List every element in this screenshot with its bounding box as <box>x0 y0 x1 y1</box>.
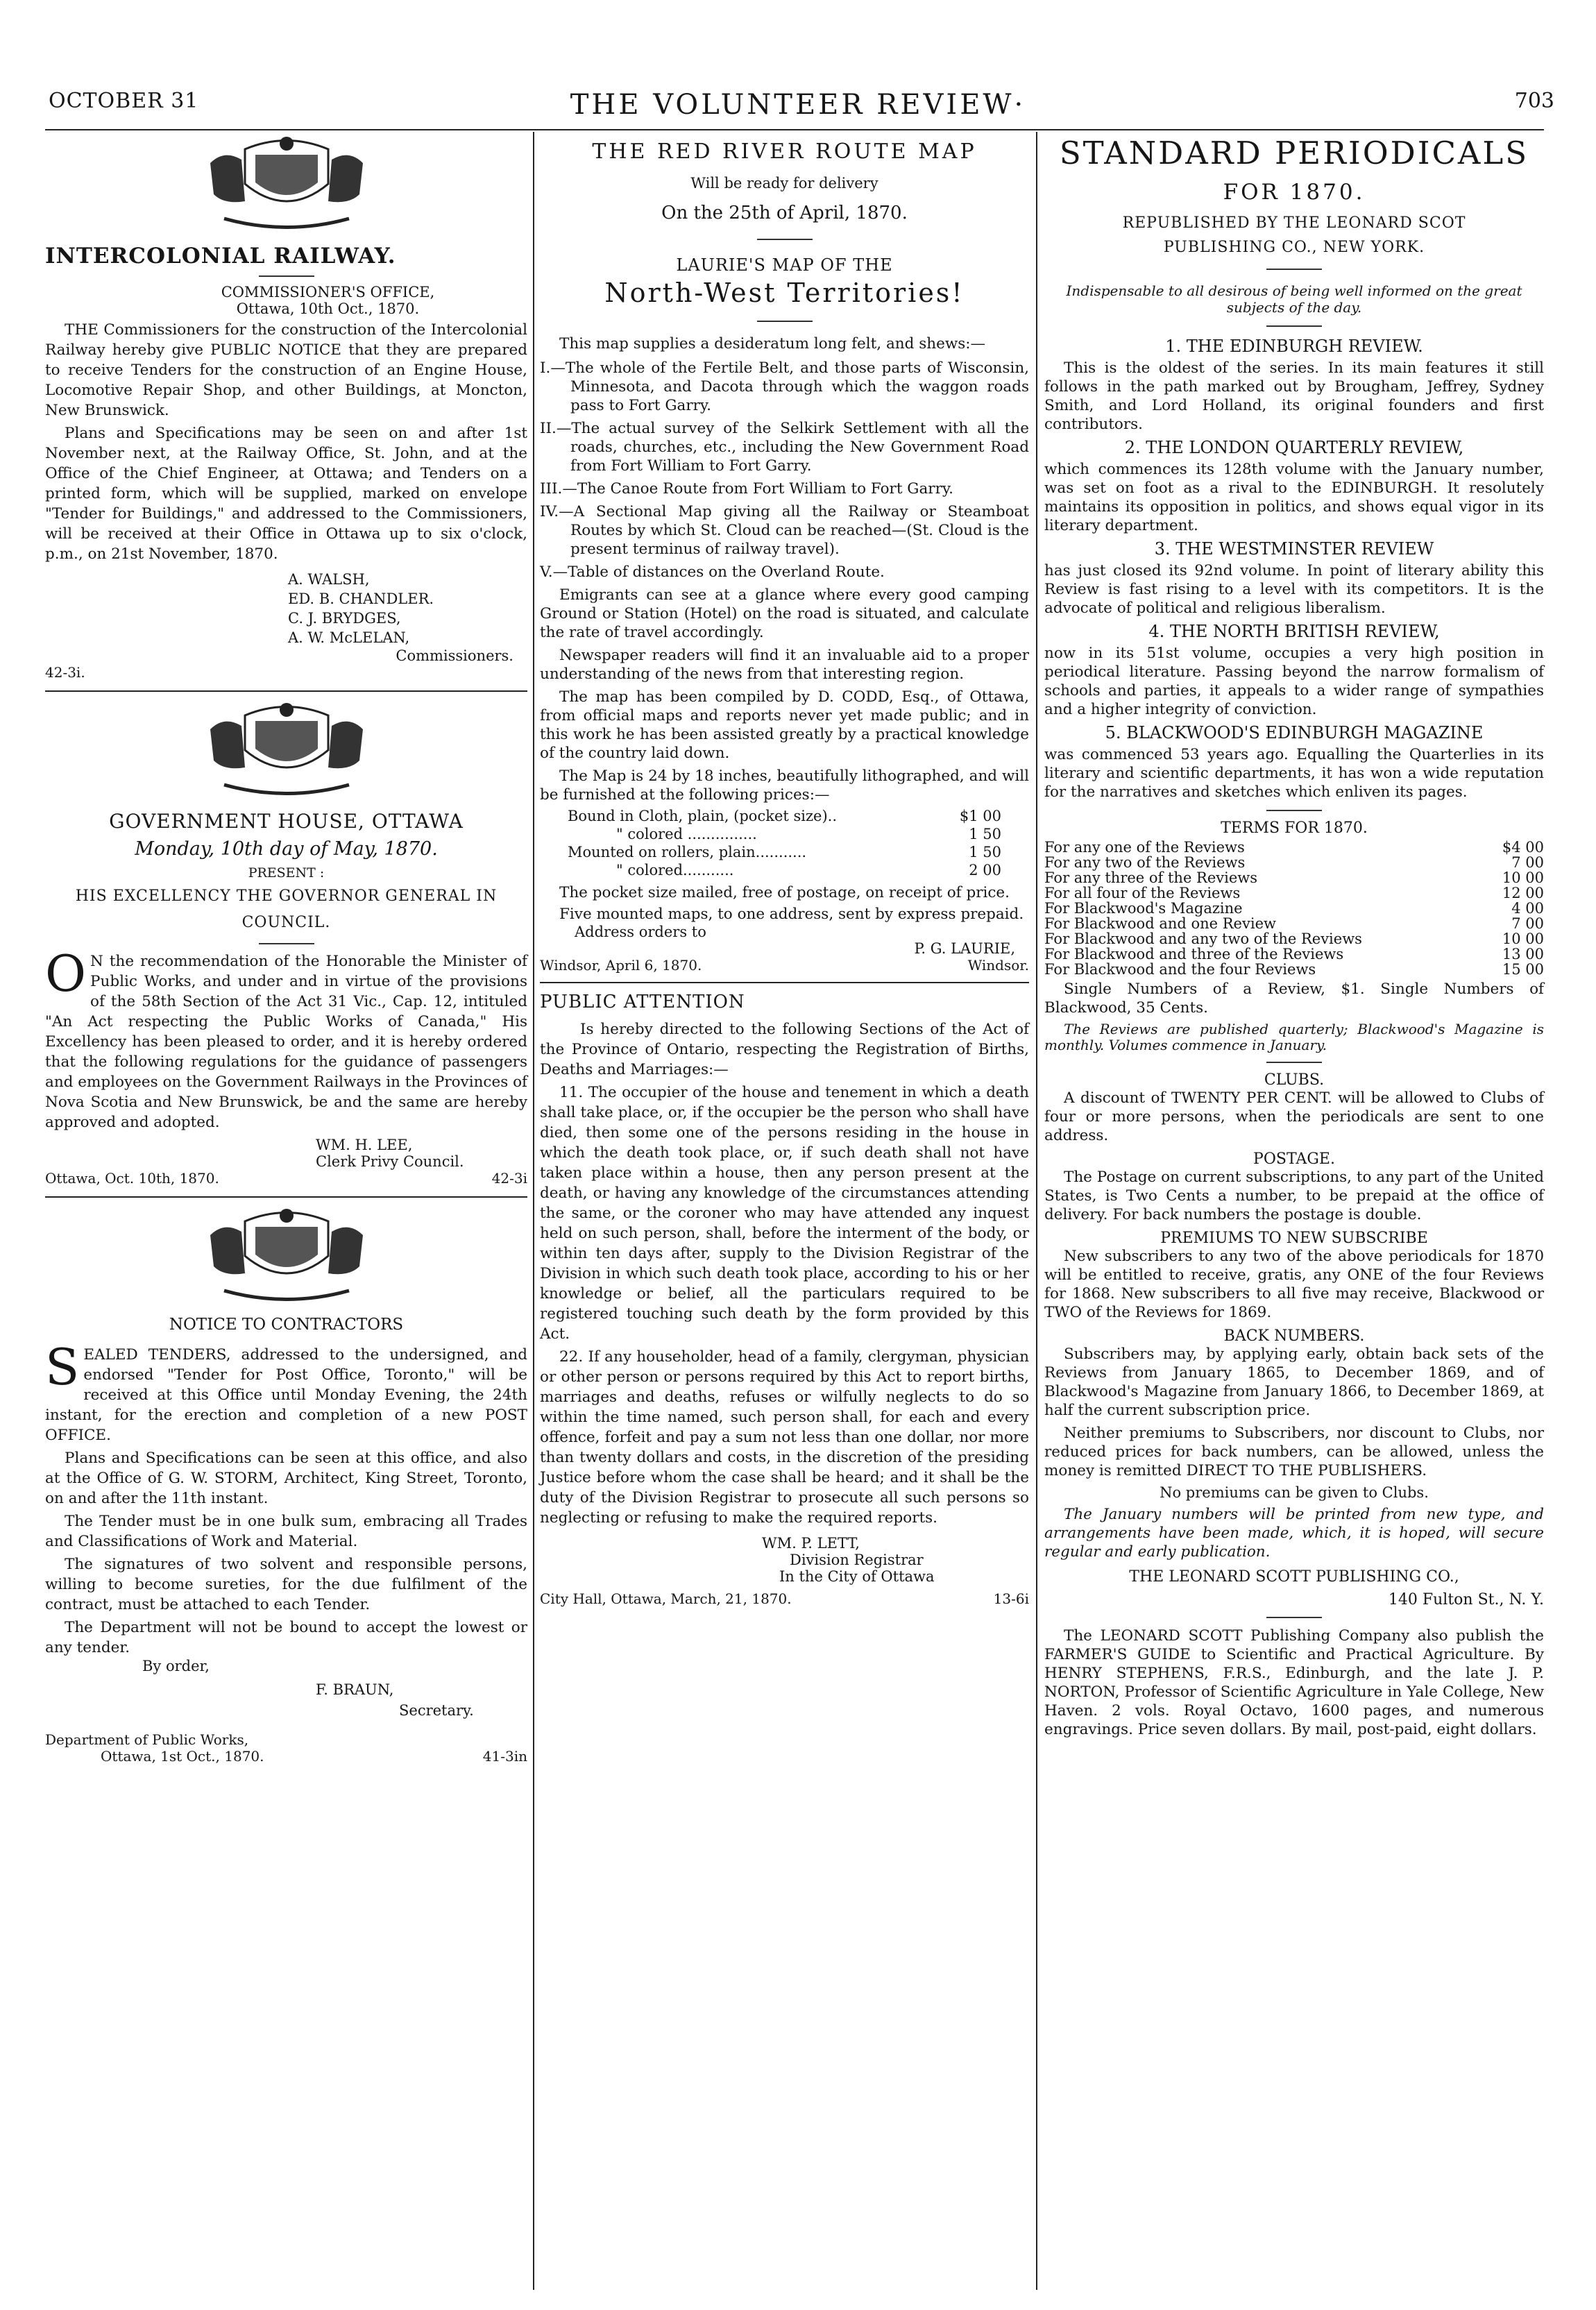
signer-role: Clerk Privy Council. <box>316 1153 464 1170</box>
company-name: THE LEONARD SCOTT PUBLISHING CO., <box>1129 1568 1459 1586</box>
notice-paragraph: SEALED TENDERS, addressed to the undersigned, and endorsed "Tender for Post Office, Toronto," will be received at this Office until Monday Evening, the 24th instant, for the erection and completion of a new POST OFFICE. <box>45 1338 527 1444</box>
signer-place: Windsor. <box>967 957 1029 974</box>
notice-paragraph: The Map is 24 by 18 inches, beautifully lithographed, and will be furnished at the following prices:— <box>540 767 1029 804</box>
column-right <box>1044 135 1544 1739</box>
notice-paragraph: This map supplies a desideratum long felt, and shews:— <box>559 335 985 353</box>
signer-name: WM. H. LEE, <box>316 1137 413 1153</box>
notice-date: Ottawa, Oct. 10th, 1870. <box>45 1170 219 1187</box>
separator <box>259 943 314 944</box>
term-label: For any three of the Reviews <box>1044 869 1258 886</box>
list-item: I.—The whole of the Fertile Belt, and those parts of Wisconsin, Minnesota, and Dacota through which the waggon roads pass to Fort Garry. <box>540 359 1029 414</box>
term-label: For Blackwood and any two of the Reviews <box>1044 931 1362 947</box>
price-label: Bound in Cloth, plain, (pocket size).. <box>568 808 838 824</box>
notice-paragraph: The map has been compiled by D. CODD, Esq., of Ottawa, from official maps and reports never yet made public; and in this work he has been assisted greatly by a practical knowledge of the country laid down. <box>540 688 1029 762</box>
list-item: III.—The Canoe Route from Fort William to Fort Garry. <box>540 480 953 498</box>
page-header <box>42 89 1554 124</box>
separator <box>1266 1617 1322 1618</box>
term-price: 4 00 <box>1511 900 1544 917</box>
section-heading: 1. THE EDINBURGH REVIEW. <box>1165 337 1423 356</box>
dateline: Ottawa, 10th Oct., 1870. <box>236 300 420 317</box>
review-description: now in its 51st volume, occupies a very high position in periodical literature. Passing beyond the narrow formalism of schools and parties, it appeals to a wider range of sympathies and a higher integrity of conviction. <box>1044 645 1544 718</box>
map-title-large: North-West Territories! <box>604 278 965 308</box>
term-label: For any one of the Reviews <box>1044 839 1245 856</box>
notice-title: INTERCOLONIAL RAILWAY. <box>45 244 396 269</box>
council-label: HIS EXCELLENCY THE GOVERNOR GENERAL IN COUNCIL. <box>75 888 498 931</box>
notice-paragraph: 22. If any householder, head of a family, clergyman, physician or other person or persons required by this Act to report births, marriages and deaths, refuses or wilfully neglects to do so within the time named, such person shall, for each and every offence, forfeit and pay a sum not less than one dollar, nor more than twenty dollars and costs, in the discretion of the presiding Justice before whom the case shall be heard; and it shall be the duty of the Division Registrar to prosecute all such persons so neglecting or refusing to make the required reports. <box>540 1348 1029 1527</box>
price-label: Mounted on rollers, plain........... <box>568 844 807 860</box>
term-price: 7 00 <box>1511 854 1544 871</box>
terms-title: TERMS FOR 1870. <box>1221 819 1368 837</box>
price-value: 1 50 <box>969 826 1001 842</box>
royal-coat-of-arms-icon <box>182 702 391 806</box>
column-left <box>45 135 527 1765</box>
reference-code: 41-3in <box>482 1748 527 1765</box>
separator <box>757 239 813 240</box>
drop-cap: S <box>45 1338 80 1396</box>
map-title: LAURIE'S MAP OF THE <box>676 255 893 275</box>
public-attention-notice <box>540 992 1029 1607</box>
signer-name: A. WALSH, <box>288 571 370 588</box>
back-numbers-title: BACK NUMBERS. <box>1223 1327 1365 1345</box>
term-label: For Blackwood and three of the Reviews <box>1044 946 1344 962</box>
price-list <box>568 807 1001 879</box>
notice-paragraph: The pocket size mailed, free of postage, on receipt of price. <box>559 884 1010 901</box>
clubs-text: A discount of TWENTY PER CENT. will be allowed to Clubs of four or more persons, when the periodicals are sent to one address. <box>1044 1089 1544 1144</box>
newspaper-title: THE VOLUNTEER REVIEW· <box>570 89 1026 121</box>
notice-paragraph: THE Commissioners for the construction of the Intercolonial Railway hereby give PUBLIC NOTICE that they are prepared to receive Tenders for the construction of an Engine House, Locomotive Repair Shop, and other Buildings, at Moncton, New Brunswick. <box>45 321 527 419</box>
back-numbers-text: Subscribers may, by applying early, obtain back sets of the Reviews from January 1865, to December 1869, and of Blackwood's Magazine from January 1866, to December 1869, at half the current subscription price. <box>1044 1345 1544 1419</box>
term-price: 10 00 <box>1502 931 1544 947</box>
no-premiums-text: No premiums can be given to Clubs. <box>1160 1484 1429 1501</box>
premiums-title: PREMIUMS TO NEW SUBSCRIBE <box>1160 1230 1428 1247</box>
review-description: has just closed its 92nd volume. In point of literary ability this Review is fast rising to a level with its competitors. It is the advocate of political and religious liberalism. <box>1044 562 1544 617</box>
price-value: 2 00 <box>969 862 1001 878</box>
notice-title: GOVERNMENT HOUSE, OTTAWA <box>109 810 464 833</box>
signer-name: A. W. McLELAN, <box>288 629 410 646</box>
signer-role: Commissioners. <box>396 647 513 664</box>
notice-title: PUBLIC ATTENTION <box>540 992 745 1012</box>
premiums-text: New subscribers to any two of the above periodicals for 1870 will be entitled to receive, gratis, any ONE of the four Reviews for 1868. New subscribers to all five may receive, Blackwood or TWO of the Reviews for 1869. <box>1044 1248 1544 1321</box>
intercolonial-railway-notice <box>45 135 527 681</box>
term-price: 12 00 <box>1502 885 1544 901</box>
term-price: 15 00 <box>1502 961 1544 978</box>
notice-paragraph: The Department will not be bound to accept the lowest or any tender. <box>45 1619 527 1656</box>
signer-name: P. G. LAURIE, <box>914 940 1015 957</box>
term-label: For Blackwood and the four Reviews <box>1044 961 1316 978</box>
by-order-label: By order, <box>142 1658 210 1674</box>
column-rule-1 <box>533 132 534 2290</box>
section-rule <box>540 982 1029 983</box>
signer-name: F. BRAUN, <box>316 1681 394 1698</box>
signer-name: ED. B. CHANDLER. <box>288 591 434 607</box>
single-numbers-note: Single Numbers of a Review, $1. Single Numbers of Blackwood, 35 Cents. <box>1044 980 1544 1017</box>
review-description: which commences its 128th volume with the January number, was set on foot as a rival to the EDINBURGH. It resolutely maintains its opposition in politics, and shows equal vigor in its literary department. <box>1044 461 1544 534</box>
price-label: " colored ............... <box>616 826 757 842</box>
page-number: 703 <box>1514 89 1554 113</box>
list-item: IV.—A Sectional Map giving all the Railway or Steamboat Routes by which St. Cloud can be reached—(St. Cloud is the present terminus of railway travel). <box>540 503 1029 558</box>
royal-coat-of-arms-icon <box>182 135 391 239</box>
section-heading: 3. THE WESTMINSTER REVIEW <box>1154 539 1434 559</box>
notice-date: Windsor, April 6, 1870. <box>540 957 702 974</box>
notice-date: Monday, 10th day of May, 1870. <box>135 838 438 860</box>
notice-paragraph: 11. The occupier of the house and tenement in which a death shall take place, or, if the occupier be the person who shall have died, then some one of the persons residing in the house in which the death took place, or, if such death shall not have taken place within a house, then any person present at the death, or having any knowledge of the circumstances attending the same, or the coroner who may have attended any inquest held on such person, shall, before the interment of the body, or within ten days after, supply to the Division Registrar of the Division in which such death took place, according to his or her knowledge or belief, all the particulars required to be registered touching such death by the form provided by this Act. <box>540 1084 1029 1343</box>
price-label: " colored........... <box>616 862 734 878</box>
postage-text: The Postage on current subscriptions, to any part of the United States, is Two Cents a number, to be prepaid at the office of delivery. For back numbers the postage is double. <box>1044 1169 1544 1223</box>
section-rule <box>45 1196 527 1198</box>
department-name: Department of Public Works, <box>45 1731 249 1748</box>
company-address: 140 Fulton St., N. Y. <box>1388 1591 1544 1608</box>
red-river-map-notice <box>540 139 1029 974</box>
notice-title: THE RED RIVER ROUTE MAP <box>592 139 977 164</box>
postage-title: POSTAGE. <box>1253 1150 1335 1168</box>
notice-body: O N the recommendation of the Honorable the Minister of Public Works, and under and in virtue of the provisions of the 58th Section of the Act 31 Vic., Cap. 12, intituled "An Act respecting the Public Works of Canada," His Excellency has been pleased to order, and it is hereby ordered that the following regulations for the guidance of passengers and employees on the Government Railways in the Provinces of Nova Scotia and New Brunswick, be and the same are hereby approved and adopted. <box>45 944 527 1131</box>
terms-table <box>1044 840 1544 977</box>
term-price: 13 00 <box>1502 946 1544 962</box>
price-value: 1 50 <box>969 844 1001 860</box>
section-heading: 2. THE LONDON QUARTERLY REVIEW, <box>1124 438 1464 457</box>
column-middle <box>540 135 1029 1607</box>
signer-role: Secretary. <box>399 1702 474 1719</box>
header-date: OCTOBER 31 <box>49 89 199 113</box>
separator <box>1266 1062 1322 1063</box>
notice-paragraph: Is hereby directed to the following Sections of the Act of the Province of Ontario, respecting the Registration of Births, Deaths and Marriages:— <box>540 1021 1029 1078</box>
reference-code: 42-3i. <box>45 664 85 681</box>
present-label: PRESENT : <box>248 865 325 881</box>
signer-role: In the City of Ottawa <box>779 1568 935 1585</box>
term-label: For any two of the Reviews <box>1044 854 1246 871</box>
review-description: was commenced 53 years ago. Equalling the Quarterlies in its literary and scientific departments, it has won a wide reputation for the narratives and sketches which enliven its pages. <box>1044 746 1544 801</box>
term-price: $4 00 <box>1502 839 1544 856</box>
separator <box>1266 269 1322 270</box>
reference-code: 42-3i <box>491 1170 527 1187</box>
address-label: Address orders to <box>575 924 706 940</box>
notice-to-contractors <box>45 1207 527 1765</box>
section-rule <box>45 690 527 692</box>
separator <box>1266 810 1322 811</box>
notice-paragraph: Plans and Specifications may be seen on and after 1st November next, at the Railway Office, St. John, and at the Office of the Chief Engineer, at Ottawa; and Tenders on a printed form, which will be supplied, marked on envelope "Tender for Buildings," and addressed to the Commissioners, will be received at their Office in Ottawa up to six o'clock, p.m., on 21st November, 1870. <box>45 425 527 563</box>
ad-title: STANDARD PERIODICALS <box>1059 135 1529 171</box>
notice-paragraph: The Tender must be in one bulk sum, embracing all Trades and Classifications of Work and Material. <box>45 1513 527 1550</box>
publisher-line: PUBLISHING CO., NEW YORK. <box>1163 239 1425 256</box>
publisher-line: REPUBLISHED BY THE LEONARD SCOT <box>1122 214 1466 232</box>
signer-name: C. J. BRYDGES, <box>288 610 401 627</box>
notice-paragraph: Five mounted maps, to one address, sent by express prepaid. <box>559 906 1024 923</box>
term-price: 10 00 <box>1502 869 1544 886</box>
tagline: Indispensable to all desirous of being well informed on the great subjects of the day. <box>1066 282 1522 316</box>
price-value: $1 00 <box>959 808 1001 824</box>
header-rule <box>45 129 1544 130</box>
section-heading: 4. THE NORTH BRITISH REVIEW, <box>1148 622 1440 641</box>
january-note: The January numbers will be printed from new type, and arrangements have been made, which, it is hoped, will secure regular and early publication. <box>1044 1506 1544 1561</box>
ad-year: FOR 1870. <box>1223 180 1366 205</box>
notice-paragraph: The signatures of two solvent and responsible persons, willing to become sureties, for the due fulfilment of the contract, must be attached to each Tender. <box>45 1556 527 1613</box>
notice-paragraph: Emigrants can see at a glance where every good camping Ground or Station (Hotel) on the road is situated, and calculate the rate of travel accordingly. <box>540 586 1029 641</box>
separator <box>259 275 314 277</box>
notice-line: On the 25th of April, 1870. <box>661 203 908 223</box>
notice-paragraph: Plans and Specifications can be seen at this office, and also at the Office of G. W. STORM, Architect, King Street, Toronto, on and after the 11th instant. <box>45 1450 527 1507</box>
section-heading: 5. BLACKWOOD'S EDINBURGH MAGAZINE <box>1105 723 1484 742</box>
notice-paragraph: Newspaper readers will find it an invaluable aid to a proper understanding of the news from that interesting region. <box>540 647 1029 683</box>
neither-text: Neither premiums to Subscribers, nor discount to Clubs, nor reduced prices for back numbers, can be allowed, unless the money is remitted DIRECT TO THE PUBLISHERS. <box>1044 1425 1544 1479</box>
notice-title: NOTICE TO CONTRACTORS <box>169 1316 404 1334</box>
signer-role: Division Registrar <box>790 1552 924 1568</box>
term-price: 7 00 <box>1511 915 1544 932</box>
notice-line: Will be ready for delivery <box>690 175 878 192</box>
list-item: V.—Table of distances on the Overland Route. <box>540 563 885 581</box>
farmers-guide-text: The LEONARD SCOTT Publishing Company also publish the FARMER'S GUIDE to Scientific and Practical Agriculture. By HENRY STEPHENS, F.R.S., Edinburgh, and the late J. P. NORTON, Professor of Scientific Agriculture in Yale College, New Haven. 2 vols. Royal Octavo, 1600 pages, and numerous engravings. Price seven dollars. By mail, post-paid, eight dollars. <box>1044 1627 1544 1738</box>
separator <box>1266 325 1322 327</box>
clubs-title: CLUBS. <box>1264 1071 1325 1089</box>
drop-cap: O <box>45 944 87 1003</box>
list-item: II.—The actual survey of the Selkirk Settlement with all the roads, churches, etc., including the New Government Road from Fort William to Fort Garry. <box>540 420 1029 475</box>
column-rule-2 <box>1036 132 1037 2290</box>
review-description: This is the oldest of the series. In its main features it still follows in the path marked out by Brougham, Jeffrey, Sydney Smith, and Lord Holland, its original founders and first contributors. <box>1044 359 1544 433</box>
term-label: For Blackwood's Magazine <box>1044 900 1243 917</box>
term-label: For Blackwood and one Review <box>1044 915 1276 932</box>
reference-code: 13-6i <box>993 1590 1029 1607</box>
notice-date: City Hall, Ottawa, March, 21, 1870. <box>540 1590 792 1607</box>
government-house-notice <box>45 702 527 1187</box>
signer-name: WM. P. LETT, <box>762 1535 860 1552</box>
notice-date: Ottawa, 1st Oct., 1870. <box>101 1748 264 1765</box>
publication-note: The Reviews are published quarterly; Blackwood's Magazine is monthly. Volumes commence in January. <box>1044 1021 1544 1053</box>
office-name: COMMISSIONER'S OFFICE, <box>221 284 435 300</box>
separator <box>757 321 813 322</box>
royal-coat-of-arms-icon <box>182 1207 391 1311</box>
term-label: For all four of the Reviews <box>1044 885 1241 901</box>
